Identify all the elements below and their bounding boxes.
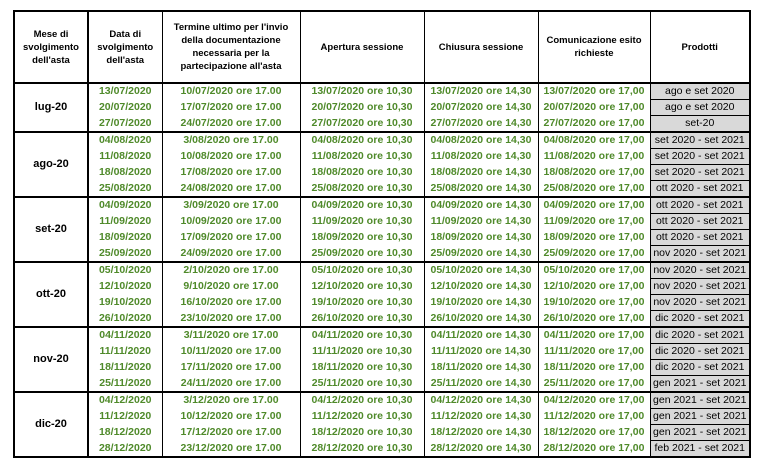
header-deadline: Termine ultimo per l'invio della documentazione necessaria per la partecipazione all'asta — [162, 11, 300, 83]
session-close-cell: 11/08/2020 ore 14,30 — [424, 149, 538, 165]
month-cell: nov-20 — [14, 327, 88, 392]
deadline-cell: 10/09/2020 ore 17.00 — [162, 214, 300, 230]
product-cell: ago e set 2020 — [650, 83, 750, 100]
session-close-cell: 26/10/2020 ore 14,30 — [424, 311, 538, 328]
table-row — [14, 327, 750, 344]
auction-date-cell: 11/08/2020 — [88, 149, 162, 165]
result-notice-cell: 18/12/2020 ore 17,00 — [538, 425, 650, 441]
result-notice-cell: 18/11/2020 ore 17,00 — [538, 360, 650, 376]
product-cell: ott 2020 - set 2021 — [650, 181, 750, 198]
result-notice-cell: 20/07/2020 ore 17,00 — [538, 100, 650, 116]
session-open-cell: 20/07/2020 ore 10,30 — [300, 100, 424, 116]
deadline-cell: 10/07/2020 ore 17.00 — [162, 83, 300, 100]
table-row — [14, 425, 750, 441]
product-cell: nov 2020 - set 2021 — [650, 246, 750, 263]
session-open-cell: 28/12/2020 ore 10,30 — [300, 441, 424, 458]
month-cell: ago-20 — [14, 132, 88, 197]
product-cell: gen 2021 - set 2021 — [650, 425, 750, 441]
auction-schedule-table — [13, 10, 751, 458]
table-row — [14, 165, 750, 181]
table-row — [14, 246, 750, 263]
auction-date-cell: 04/11/2020 — [88, 327, 162, 344]
product-cell: set 2020 - set 2021 — [650, 132, 750, 149]
session-open-cell: 04/12/2020 ore 10,30 — [300, 392, 424, 409]
session-close-cell: 11/09/2020 ore 14,30 — [424, 214, 538, 230]
session-close-cell: 18/12/2020 ore 14,30 — [424, 425, 538, 441]
table-row — [14, 181, 750, 198]
session-open-cell: 11/12/2020 ore 10,30 — [300, 409, 424, 425]
result-notice-cell: 27/07/2020 ore 17,00 — [538, 116, 650, 133]
session-close-cell: 04/11/2020 ore 14,30 — [424, 327, 538, 344]
deadline-cell: 17/09/2020 ore 17.00 — [162, 230, 300, 246]
session-open-cell: 18/12/2020 ore 10,30 — [300, 425, 424, 441]
session-close-cell: 04/09/2020 ore 14,30 — [424, 197, 538, 214]
session-open-cell: 11/09/2020 ore 10,30 — [300, 214, 424, 230]
product-cell: dic 2020 - set 2021 — [650, 360, 750, 376]
header-session-close: Chiusura sessione — [424, 11, 538, 83]
auction-date-cell: 18/08/2020 — [88, 165, 162, 181]
result-notice-cell: 11/12/2020 ore 17,00 — [538, 409, 650, 425]
result-notice-cell: 19/10/2020 ore 17,00 — [538, 295, 650, 311]
result-notice-cell: 18/09/2020 ore 17,00 — [538, 230, 650, 246]
session-open-cell: 11/08/2020 ore 10,30 — [300, 149, 424, 165]
session-close-cell: 11/12/2020 ore 14,30 — [424, 409, 538, 425]
result-notice-cell: 25/09/2020 ore 17,00 — [538, 246, 650, 263]
auction-date-cell: 04/09/2020 — [88, 197, 162, 214]
session-close-cell: 27/07/2020 ore 14,30 — [424, 116, 538, 133]
session-open-cell: 04/11/2020 ore 10,30 — [300, 327, 424, 344]
header-products: Prodotti — [650, 11, 750, 83]
auction-date-cell: 27/07/2020 — [88, 116, 162, 133]
product-cell: set 2020 - set 2021 — [650, 149, 750, 165]
auction-date-cell: 11/09/2020 — [88, 214, 162, 230]
header-result-notice: Comunicazione esito richieste — [538, 11, 650, 83]
session-close-cell: 12/10/2020 ore 14,30 — [424, 279, 538, 295]
session-open-cell: 18/11/2020 ore 10,30 — [300, 360, 424, 376]
deadline-cell: 10/08/2020 ore 17.00 — [162, 149, 300, 165]
product-cell: gen 2021 - set 2021 — [650, 392, 750, 409]
auction-date-cell: 04/08/2020 — [88, 132, 162, 149]
auction-date-cell: 28/12/2020 — [88, 441, 162, 458]
deadline-cell: 17/07/2020 ore 17.00 — [162, 100, 300, 116]
month-cell: lug-20 — [14, 83, 88, 132]
result-notice-cell: 04/11/2020 ore 17,00 — [538, 327, 650, 344]
auction-date-cell: 05/10/2020 — [88, 262, 162, 279]
product-cell: set-20 — [650, 116, 750, 133]
auction-date-cell: 25/11/2020 — [88, 376, 162, 393]
table-row — [14, 311, 750, 328]
session-close-cell: 25/09/2020 ore 14,30 — [424, 246, 538, 263]
deadline-cell: 10/12/2020 ore 17.00 — [162, 409, 300, 425]
table-row — [14, 360, 750, 376]
deadline-cell: 23/12/2020 ore 17.00 — [162, 441, 300, 458]
session-close-cell: 04/08/2020 ore 14,30 — [424, 132, 538, 149]
deadline-cell: 24/07/2020 ore 17.00 — [162, 116, 300, 133]
product-cell: dic 2020 - set 2021 — [650, 311, 750, 328]
session-open-cell: 11/11/2020 ore 10,30 — [300, 344, 424, 360]
session-open-cell: 25/11/2020 ore 10,30 — [300, 376, 424, 393]
product-cell: ott 2020 - set 2021 — [650, 230, 750, 246]
table-row — [14, 409, 750, 425]
table-row — [14, 197, 750, 214]
product-cell: dic 2020 - set 2021 — [650, 344, 750, 360]
deadline-cell: 24/11/2020 ore 17.00 — [162, 376, 300, 393]
table-row — [14, 116, 750, 133]
result-notice-cell: 04/09/2020 ore 17,00 — [538, 197, 650, 214]
result-notice-cell: 11/11/2020 ore 17,00 — [538, 344, 650, 360]
table-row — [14, 214, 750, 230]
session-close-cell: 11/11/2020 ore 14,30 — [424, 344, 538, 360]
result-notice-cell: 18/08/2020 ore 17,00 — [538, 165, 650, 181]
table-row — [14, 344, 750, 360]
table-row — [14, 392, 750, 409]
session-close-cell: 18/11/2020 ore 14,30 — [424, 360, 538, 376]
deadline-cell: 2/10/2020 ore 17.00 — [162, 262, 300, 279]
auction-date-cell: 04/12/2020 — [88, 392, 162, 409]
deadline-cell: 3/11/2020 ore 17.00 — [162, 327, 300, 344]
session-open-cell: 12/10/2020 ore 10,30 — [300, 279, 424, 295]
result-notice-cell: 26/10/2020 ore 17,00 — [538, 311, 650, 328]
product-cell: nov 2020 - set 2021 — [650, 279, 750, 295]
result-notice-cell: 04/08/2020 ore 17,00 — [538, 132, 650, 149]
product-cell: nov 2020 - set 2021 — [650, 262, 750, 279]
session-close-cell: 18/09/2020 ore 14,30 — [424, 230, 538, 246]
month-cell: ott-20 — [14, 262, 88, 327]
session-open-cell: 19/10/2020 ore 10,30 — [300, 295, 424, 311]
table-row — [14, 83, 750, 100]
result-notice-cell: 05/10/2020 ore 17,00 — [538, 262, 650, 279]
result-notice-cell: 11/09/2020 ore 17,00 — [538, 214, 650, 230]
session-open-cell: 05/10/2020 ore 10,30 — [300, 262, 424, 279]
session-open-cell: 04/08/2020 ore 10,30 — [300, 132, 424, 149]
deadline-cell: 3/08/2020 ore 17.00 — [162, 132, 300, 149]
table-row — [14, 295, 750, 311]
deadline-cell: 17/12/2020 ore 17.00 — [162, 425, 300, 441]
table-row — [14, 441, 750, 458]
table-row — [14, 376, 750, 393]
product-cell: gen 2021 - set 2021 — [650, 409, 750, 425]
month-cell: dic-20 — [14, 392, 88, 457]
table-row — [14, 132, 750, 149]
deadline-cell: 23/10/2020 ore 17.00 — [162, 311, 300, 328]
deadline-cell: 3/12/2020 ore 17.00 — [162, 392, 300, 409]
session-open-cell: 25/08/2020 ore 10,30 — [300, 181, 424, 198]
session-open-cell: 04/09/2020 ore 10,30 — [300, 197, 424, 214]
product-cell: ago e set 2020 — [650, 100, 750, 116]
auction-date-cell: 18/11/2020 — [88, 360, 162, 376]
result-notice-cell: 13/07/2020 ore 17,00 — [538, 83, 650, 100]
month-cell: set-20 — [14, 197, 88, 262]
session-close-cell: 25/11/2020 ore 14,30 — [424, 376, 538, 393]
session-open-cell: 27/07/2020 ore 10,30 — [300, 116, 424, 133]
table-row — [14, 230, 750, 246]
auction-date-cell: 11/12/2020 — [88, 409, 162, 425]
deadline-cell: 17/11/2020 ore 17.00 — [162, 360, 300, 376]
result-notice-cell: 12/10/2020 ore 17,00 — [538, 279, 650, 295]
session-close-cell: 13/07/2020 ore 14,30 — [424, 83, 538, 100]
auction-date-cell: 11/11/2020 — [88, 344, 162, 360]
auction-date-cell: 13/07/2020 — [88, 83, 162, 100]
product-cell: set 2020 - set 2021 — [650, 165, 750, 181]
session-close-cell: 25/08/2020 ore 14,30 — [424, 181, 538, 198]
table-row — [14, 100, 750, 116]
deadline-cell: 24/09/2020 ore 17.00 — [162, 246, 300, 263]
auction-date-cell: 19/10/2020 — [88, 295, 162, 311]
auction-date-cell: 25/09/2020 — [88, 246, 162, 263]
session-close-cell: 19/10/2020 ore 14,30 — [424, 295, 538, 311]
session-close-cell: 20/07/2020 ore 14,30 — [424, 100, 538, 116]
header-month: Mese di svolgimento dell'asta — [14, 11, 88, 83]
session-open-cell: 13/07/2020 ore 10,30 — [300, 83, 424, 100]
result-notice-cell: 04/12/2020 ore 17,00 — [538, 392, 650, 409]
table-row — [14, 279, 750, 295]
product-cell: ott 2020 - set 2021 — [650, 197, 750, 214]
result-notice-cell: 25/11/2020 ore 17,00 — [538, 376, 650, 393]
deadline-cell: 17/08/2020 ore 17.00 — [162, 165, 300, 181]
result-notice-cell: 11/08/2020 ore 17,00 — [538, 149, 650, 165]
session-open-cell: 18/09/2020 ore 10,30 — [300, 230, 424, 246]
product-cell: gen 2021 - set 2021 — [650, 376, 750, 393]
auction-date-cell: 12/10/2020 — [88, 279, 162, 295]
header-session-open: Apertura sessione — [300, 11, 424, 83]
auction-date-cell: 25/08/2020 — [88, 181, 162, 198]
session-open-cell: 25/09/2020 ore 10,30 — [300, 246, 424, 263]
header-auction-date: Data di svolgimento dell'asta — [88, 11, 162, 83]
auction-date-cell: 26/10/2020 — [88, 311, 162, 328]
result-notice-cell: 28/12/2020 ore 17,00 — [538, 441, 650, 458]
auction-date-cell: 18/12/2020 — [88, 425, 162, 441]
session-close-cell: 18/08/2020 ore 14,30 — [424, 165, 538, 181]
header-row — [14, 11, 750, 83]
table-row — [14, 149, 750, 165]
session-open-cell: 26/10/2020 ore 10,30 — [300, 311, 424, 328]
deadline-cell: 24/08/2020 ore 17.00 — [162, 181, 300, 198]
auction-date-cell: 18/09/2020 — [88, 230, 162, 246]
product-cell: ott 2020 - set 2021 — [650, 214, 750, 230]
session-open-cell: 18/08/2020 ore 10,30 — [300, 165, 424, 181]
result-notice-cell: 25/08/2020 ore 17,00 — [538, 181, 650, 198]
deadline-cell: 9/10/2020 ore 17.00 — [162, 279, 300, 295]
deadline-cell: 3/09/2020 ore 17.00 — [162, 197, 300, 214]
table-body — [14, 83, 750, 457]
session-close-cell: 04/12/2020 ore 14,30 — [424, 392, 538, 409]
session-close-cell: 05/10/2020 ore 14,30 — [424, 262, 538, 279]
product-cell: nov 2020 - set 2021 — [650, 295, 750, 311]
product-cell: feb 2021 - set 2021 — [650, 441, 750, 458]
deadline-cell: 16/10/2020 ore 17.00 — [162, 295, 300, 311]
session-close-cell: 28/12/2020 ore 14,30 — [424, 441, 538, 458]
product-cell: dic 2020 - set 2021 — [650, 327, 750, 344]
deadline-cell: 10/11/2020 ore 17.00 — [162, 344, 300, 360]
table-row — [14, 262, 750, 279]
auction-date-cell: 20/07/2020 — [88, 100, 162, 116]
